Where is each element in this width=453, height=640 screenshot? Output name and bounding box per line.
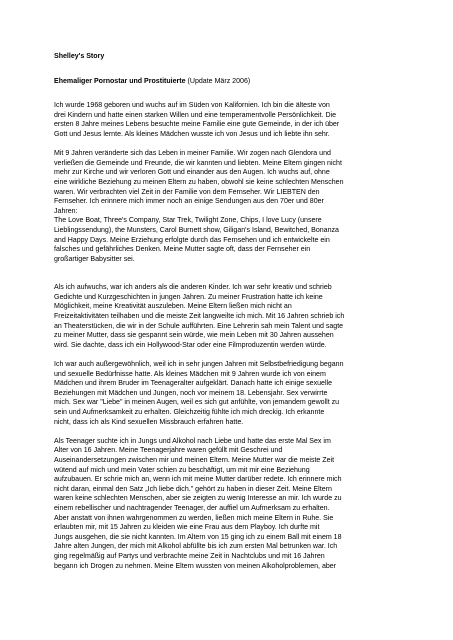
text-line: eine wirkliche Beziehung zu meinen Eltern zu haben, obwohl sie keine schlechten Menschen — [54, 178, 344, 186]
text-line: Mädchen und ihrem Bruder im Teenageralter aufgeklärt. Danach hatte ich einige sexuelle — [54, 380, 332, 388]
text-line: Jahre alten Jungen, der mich mit Alkohol abfüllte bis ich zum ersten Mal betrunken war. Ich — [54, 543, 338, 551]
text-line: aufzubauen. Er schrie mich an, wenn ich mit meine Mutter darüber redete. Ich erinnere mich — [54, 476, 342, 484]
text-line: ersten 8 Jahre meines Lebens besuchte meine Familie eine gute Gemeinde, in der ich über — [54, 121, 340, 129]
text-line: sein und Aufmerksamkeit zu erhalten. Gleichzeitig fühlte ich mich dreckig. Ich erkannte — [54, 409, 325, 416]
paragraph — [54, 437, 415, 571]
text-line: Aber anstatt von ihnen wahrgenommen zu werden, ließen mich meine Eltern in Ruhe. Sie — [54, 514, 334, 522]
text-line: nicht, dass ich als Kind sexuellen Missbrauch erfahren hatte. — [54, 418, 244, 426]
text-line: Jahren: — [54, 207, 78, 215]
text-line: nicht daran, einmal den Satz „Ich liebe dich." gehört zu haben in dieser Zeit. Meine Eltern — [54, 485, 332, 493]
text-line: Alter von 16 Jahren. Meine Teenagerjahre waren gefüllt mit Geschrei und — [54, 447, 283, 455]
subtitle-note: (Update März 2006) — [185, 77, 251, 85]
text-line: Freizeitaktivitäten teilhaben und die meiste Zeit langweilte ich mich. Mit 16 Jahren schrieb ich — [54, 313, 345, 321]
paragraph — [54, 283, 415, 350]
text-line: verließen die Gemeinde und Freunde, die wir kannten und liebten. Meine Eltern gingen nicht — [54, 159, 342, 167]
text-line: zu meiner Mutter, dass sie gespannt sein würde, wie mein Leben mit 30 Jahren aussehen — [54, 332, 334, 340]
text-line: Gott und Jesus lernte. Als kleines Mädchen wusste ich von Jesus und ich liebte ihn sehr. — [54, 130, 330, 138]
text-line: ging regelmäßig auf Partys und verbrachte meine Zeit in Nachtclubs und mit 16 Jahren — [54, 552, 325, 560]
text-line: Fernseher. Ich erinnere mich immer noch an einige Sendungen aus den 70er und 80er — [54, 198, 324, 206]
text-line: begann ich Drogen zu nehmen. Meine Eltern wussten von meinen Alkoholproblemen, aber — [54, 562, 337, 570]
text-line: Möglichkeit, meine Kreativität auszuleben. Meine Eltern ließen mich nicht an — [54, 303, 292, 311]
text-line: The Love Boat, Three's Company, Star Trek, Twilight Zone, Chips, I love Lucy (unsere — [54, 217, 322, 225]
text-line: Ich wurde 1968 geboren und wuchs auf im Süden von Kalifornien. Ich bin die älteste von — [54, 102, 330, 110]
text-line: Ich war auch außergewöhnlich, weil ich in sehr jungen Jahren mit Selbstbefriedigung begann — [54, 361, 344, 369]
text-line: wütend auf mich und mein Vater schien zu beschäftigt, um mit mir eine Beziehung — [54, 466, 310, 474]
story-title: Shelley's Story — [54, 53, 105, 60]
text-line: and Happy Days. Meine Erziehung erfolgte durch das Fernsehen und ich entwickelte ein — [54, 236, 330, 244]
text-line: erlaubten mir, mit 15 Jahren zu kleiden wie eine Frau aus dem Playboy. Ich durfte mit — [54, 524, 320, 532]
text-line: Lieblingssendung), the Munsters, Carol Burnett show, Giligan's Island, Bewitched, Bonanza — [54, 226, 339, 234]
paragraph — [54, 149, 415, 264]
story-subtitle — [54, 77, 415, 87]
text-line: großartiger Babysitter sei. — [54, 255, 135, 263]
text-line: Jungs ausgehen, die sie nicht kannten. Im Altern von 15 ging ich zu einem Ball mit einem 18 — [54, 533, 342, 541]
text-line: Gedichte und Kurzgeschichten in jungen Jahren. Zu meiner Frustration hatte ich keine — [54, 293, 323, 301]
text-line: Auseinandersetzungen zwischen mir und meinen Eltern. Meine Mutter war die meiste Zeit — [54, 456, 335, 464]
text-line: mich. Sex war "Liebe" in meinen Augen, weil es sich gut anfühlte, von jemandem gewollt zu — [54, 399, 340, 407]
text-line: Als ich aufwuchs, war ich anders als die anderen Kinder. Ich war sehr kreativ und schrieb — [54, 284, 332, 292]
text-line: und sexuelle Bedürfnisse hatte. Als kleines Mädchen mit 9 Jahren wurde ich von einem — [54, 370, 326, 378]
text-line: waren. Wir verbrachten viel Zeit in der Familie von dem Fernseher. Wir LIEBTEN den — [54, 188, 320, 196]
text-line: Als Teenager suchte ich in Jungs und Alkohol nach Liebe und hatte das erste Mal Sex im — [54, 437, 331, 445]
text-line: falsches und gefährliches Denken. Meine Mutter sagte oft, dass der Fernseher ein — [54, 246, 311, 254]
text-line: waren keine schlechten Menschen, aber sie zeigten zu wenig Interesse an mir. Ich wurde zu — [54, 495, 342, 503]
text-line: wird. Sie dachte, dass ich ein Hollywood-Star oder eine Filmproduzentin werden würde. — [54, 341, 327, 349]
text-line: mehr zur Kirche und wir verloren Gott und einander aus den Augen. Ich wuchs auf, ohne — [54, 169, 330, 177]
text-line: an Theaterstücken, die wir in der Schule aufführten. Eine Lehrerin sah mein Talent und sagte — [54, 322, 344, 330]
text-line: Mit 9 Jahren veränderte sich das Leben in meiner Familie. Wir zogen nach Glendora und — [54, 150, 331, 158]
text-line: drei Kindern und hatte einen starken Willen und eine temperamentvolle Persönlichkeit. Die — [54, 111, 337, 119]
paragraph — [54, 101, 415, 139]
text-line: Beziehungen mit Mädchen und Jungen, noch vor meinem 18. Lebensjahr. Sex verwirrte — [54, 389, 328, 397]
story-body — [54, 101, 415, 571]
text-line: einem rebellischer und nachtragender Teenager, der auffiel um Aufmerksam zu erhalten. — [54, 504, 330, 512]
paragraph — [54, 360, 415, 427]
subtitle-bold: Ehemaliger Pornostar und Prostituierte — [54, 77, 186, 85]
